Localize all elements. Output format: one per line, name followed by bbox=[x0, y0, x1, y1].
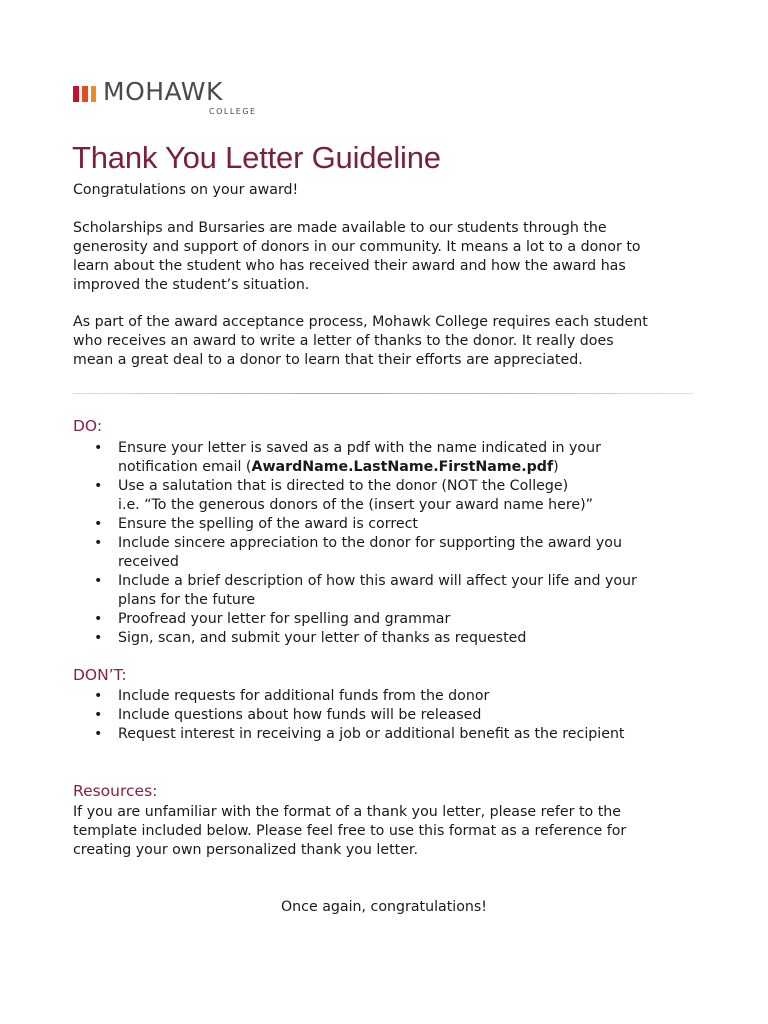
bullet-icon: • bbox=[94, 707, 103, 723]
bullet-icon: • bbox=[94, 611, 103, 627]
list-item bbox=[73, 706, 693, 725]
list-item-text: notification email ( bbox=[118, 459, 252, 475]
bullet-icon: • bbox=[94, 630, 103, 646]
bullet-icon: • bbox=[94, 440, 103, 456]
filename-format: AwardName.LastName.FirstName.pdf bbox=[251, 459, 554, 475]
list-item-line: Proofread your letter for spelling and grammar bbox=[118, 611, 451, 627]
logo-subtitle: COLLEGE bbox=[209, 107, 257, 116]
bullet-icon: • bbox=[94, 688, 103, 704]
logo-bar-amber bbox=[91, 86, 96, 102]
list-item-line: Ensure your letter is saved as a pdf with the name indicated in your bbox=[118, 440, 601, 456]
paragraph-line: Scholarships and Bursaries are made available to our students through the bbox=[73, 220, 607, 236]
list-item bbox=[73, 687, 693, 706]
bullet-icon: • bbox=[94, 726, 103, 742]
bullet-icon: • bbox=[94, 478, 103, 494]
list-item bbox=[73, 439, 693, 477]
bullet-icon: • bbox=[94, 573, 103, 589]
paragraph-line: learn about the student who has received their award and how the award has bbox=[73, 258, 626, 274]
logo-bar-orange bbox=[82, 86, 88, 102]
paragraph-line: creating your own personalized thank you letter. bbox=[73, 842, 418, 858]
list-item bbox=[73, 477, 693, 515]
list-item-line bbox=[118, 458, 693, 477]
list-item-text: ) bbox=[553, 459, 559, 475]
mohawk-college-logo bbox=[73, 77, 263, 120]
list-item bbox=[73, 629, 693, 648]
list-item bbox=[73, 572, 693, 610]
resources-heading: Resources: bbox=[73, 782, 158, 800]
list-item-line: received bbox=[118, 554, 179, 570]
list-item-line: i.e. “To the generous donors of the (insert your award name here)” bbox=[118, 497, 594, 513]
paragraph-line: As part of the award acceptance process, Mohawk College requires each student bbox=[73, 314, 648, 330]
list-item-line: Include requests for additional funds from the donor bbox=[118, 688, 490, 704]
bullet-icon: • bbox=[94, 535, 103, 551]
paragraph-line: who receives an award to write a letter of thanks to the donor. It really does bbox=[73, 333, 614, 349]
list-item bbox=[73, 725, 693, 744]
do-heading: DO: bbox=[73, 417, 103, 435]
list-item-line: Request interest in receiving a job or additional benefit as the recipient bbox=[118, 726, 625, 742]
list-item-line: Include a brief description of how this award will affect your life and your bbox=[118, 573, 637, 589]
page-title: Thank You Letter Guideline bbox=[72, 140, 441, 175]
list-item bbox=[73, 534, 693, 572]
list-item-line: Include sincere appreciation to the donor for supporting the award you bbox=[118, 535, 622, 551]
paragraph-line: template included below. Please feel free to use this format as a reference for bbox=[73, 823, 627, 839]
list-item-line: Use a salutation that is directed to the donor (NOT the College) bbox=[118, 478, 569, 494]
paragraph-line: generosity and support of donors in our community. It means a lot to a donor to bbox=[73, 239, 641, 255]
paragraph-line: improved the student’s situation. bbox=[73, 277, 310, 293]
list-item-line: Ensure the spelling of the award is correct bbox=[118, 516, 418, 532]
dont-heading: DON’T: bbox=[73, 666, 127, 684]
intro-line: Congratulations on your award! bbox=[73, 182, 299, 198]
paragraph-scholarships bbox=[73, 219, 713, 295]
list-item-line: Include questions about how funds will be released bbox=[118, 707, 482, 723]
resources-text bbox=[73, 803, 713, 860]
paragraph-line: mean a great deal to a donor to learn that their efforts are appreciated. bbox=[73, 352, 583, 368]
list-item bbox=[73, 610, 693, 629]
intro-text bbox=[73, 181, 713, 200]
list-item-line: Sign, scan, and submit your letter of thanks as requested bbox=[118, 630, 527, 646]
paragraph-acceptance bbox=[73, 313, 713, 370]
do-list bbox=[73, 439, 693, 648]
paragraph-line: If you are unfamiliar with the format of a thank you letter, please refer to the bbox=[73, 804, 621, 820]
list-item bbox=[73, 515, 693, 534]
dont-list bbox=[73, 687, 693, 744]
section-divider bbox=[73, 393, 693, 394]
list-item-line: plans for the future bbox=[118, 592, 256, 608]
logo-wordmark: MOHAWK bbox=[103, 77, 223, 106]
closing-line: Once again, congratulations! bbox=[281, 899, 487, 915]
bullet-icon: • bbox=[94, 516, 103, 532]
logo-bar-red bbox=[73, 86, 79, 102]
